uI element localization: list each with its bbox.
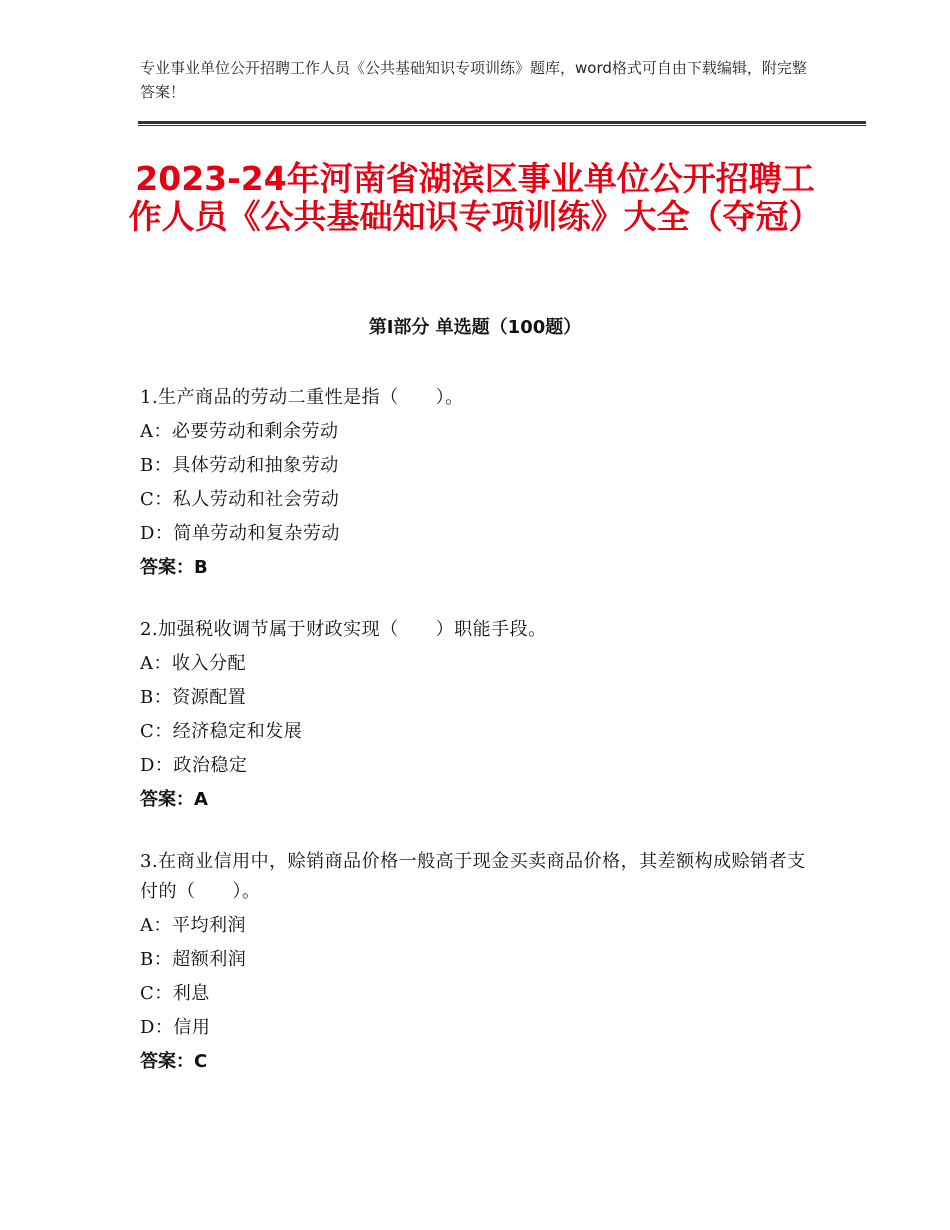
answer: 答案：C	[140, 1051, 208, 1072]
option-a: A：平均利润	[140, 915, 246, 936]
option-d: D：政治稳定	[140, 755, 248, 776]
answer: 答案：B	[140, 557, 208, 578]
option-a: A：收入分配	[140, 653, 246, 674]
option-d: D：信用	[140, 1017, 211, 1038]
header-divider	[138, 121, 866, 126]
option-b: B：具体劳动和抽象劳动	[140, 455, 339, 476]
option-a: A：必要劳动和剩余劳动	[140, 421, 339, 442]
option-b: B：资源配置	[140, 687, 247, 708]
section-title: 第Ⅰ部分 单选题（100题）	[368, 317, 582, 338]
question-list	[140, 383, 810, 1109]
question-stem: 1.生产商品的劳动二重性是指（ ）。	[140, 387, 464, 408]
document-title: 2023-24年河南省湖滨区事业单位公开招聘工作人员《公共基础知识专项训练》大全（夺冠）	[128, 159, 822, 236]
option-d: D：简单劳动和复杂劳动	[140, 523, 340, 544]
option-c: C：私人劳动和社会劳动	[140, 489, 340, 510]
option-b: B：超额利润	[140, 949, 247, 970]
question-stem: 2.加强税收调节属于财政实现（ ）职能手段。	[140, 619, 547, 640]
question-item	[140, 847, 810, 1077]
question-item	[140, 383, 810, 583]
header-note: 专业事业单位公开招聘工作人员《公共基础知识专项训练》题库，word格式可自由下载编辑，附完整答案！	[140, 59, 807, 101]
option-c: C：经济稳定和发展	[140, 721, 303, 742]
option-c: C：利息	[140, 983, 210, 1004]
answer: 答案：A	[140, 789, 208, 810]
question-stem: 3.在商业信用中，赊销商品价格一般高于现金买卖商品价格，其差额构成赊销者支付的（ ）。	[140, 851, 806, 902]
question-item	[140, 615, 810, 815]
